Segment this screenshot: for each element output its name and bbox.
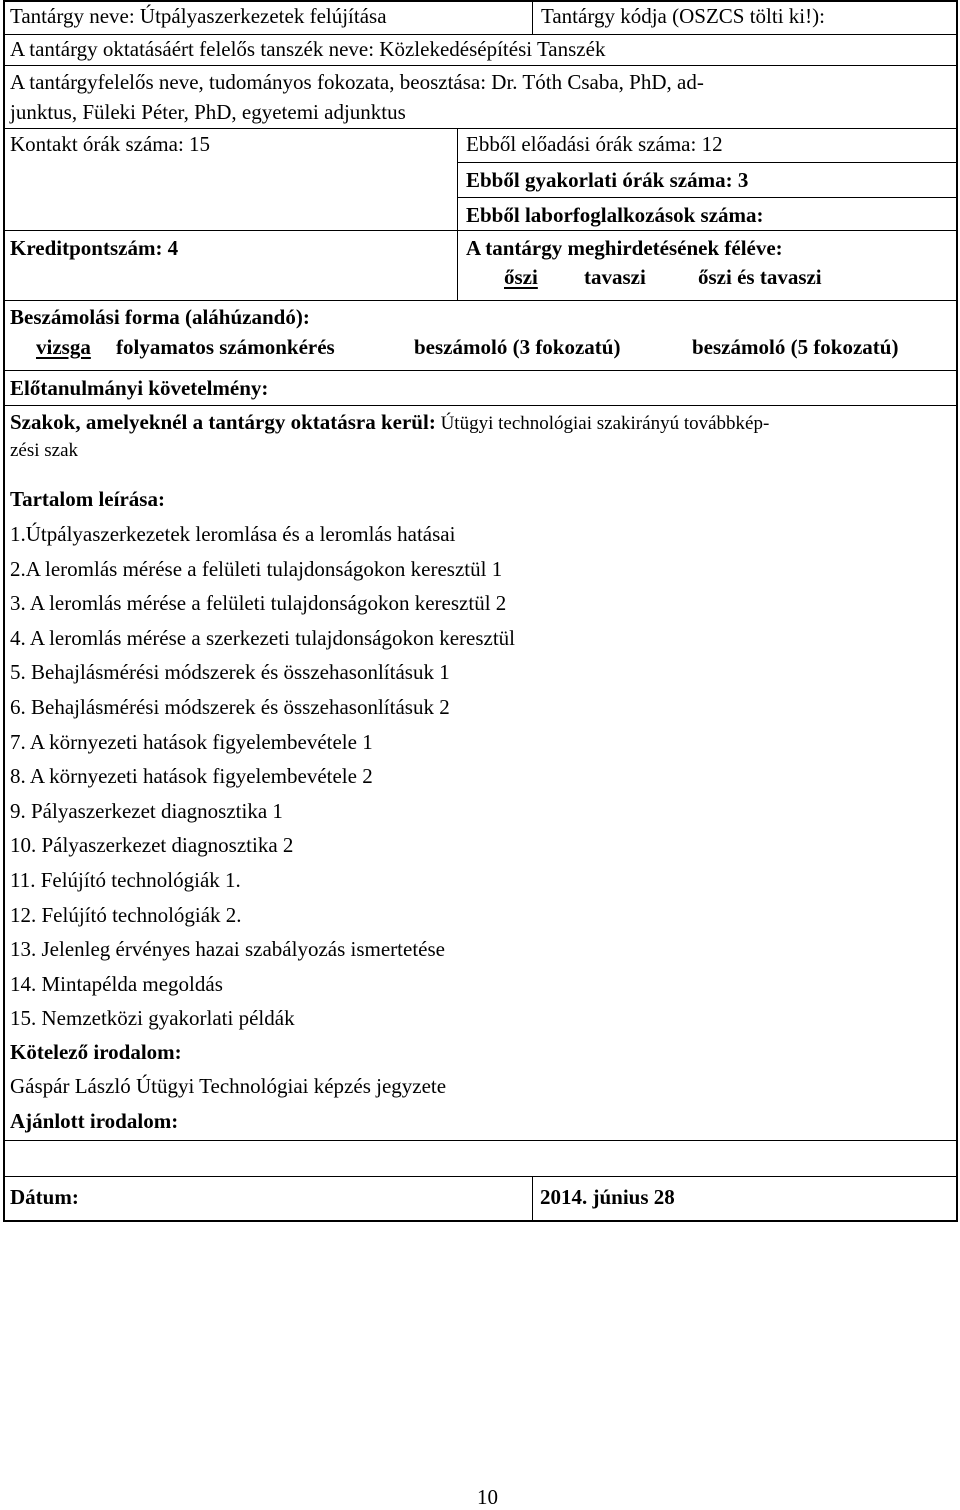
assessment-option-exam: vizsga [36,335,91,359]
row-divider [3,1176,958,1177]
content-list-item: 15. Nemzetközi gyakorlati példák [10,1006,295,1031]
row-divider [3,300,958,301]
practice-hours: Ebből gyakorlati órák száma: 3 [466,168,749,192]
content-list-item: 8. A környezeti hatások figyelembevétele 2 [10,764,373,789]
lab-hours: Ebből laborfoglalkozások száma: [466,203,764,227]
content-list-item: 7. A környezeti hatások figyelembevétele 1 [10,729,373,754]
table-border-left [3,0,5,1222]
content-list-item: 13. Jelenleg érvényes hazai szabályozás ismertetése [10,937,445,962]
content-list-item: 11. Felújító technológiák 1. [10,868,241,892]
table-border-right [956,0,958,1222]
date-label: Dátum: [10,1185,79,1209]
content-list-item: 2.A leromlás mérése a felületi tulajdonságokon keresztül 1 [10,556,503,581]
programs-line1 [10,410,769,436]
table-border-bottom [3,1220,958,1222]
semester-option-both: őszi és tavaszi [698,265,822,289]
semester-option-autumn: őszi [504,265,538,289]
content-list-item: 3. A leromlás mérése a felületi tulajdonságokon keresztül 2 [10,591,507,616]
recommended-literature-label: Ajánlott irodalom: [10,1109,179,1133]
page-number: 10 [477,1485,498,1509]
subject-code: Tantárgy kódja (OSZCS tölti ki!): [541,4,825,28]
subject-name: Tantárgy neve: Útpályaszerkezetek felújítása [10,4,387,28]
date-value: 2014. június 28 [540,1185,675,1209]
content-label: Tartalom leírása: [10,487,165,511]
content-list-item: 6. Behajlásmérési módszerek és összehasonlításuk 2 [10,695,450,719]
col-divider [532,1176,533,1222]
content-list-item: 14. Mintapélda megoldás [10,971,223,996]
programs-value: Útügyi technológiai szakirányú továbbkép- [435,413,770,434]
row-divider [457,162,957,163]
row-divider [457,197,957,198]
assessment-label: Beszámolási forma (aláhúzandó): [10,305,310,329]
department: A tantárgy oktatásáért felelős tanszék neve: Közlekedésépítési Tanszék [10,37,606,61]
row-divider [3,370,958,371]
programs-value-line2: zési szak [10,440,79,461]
row-divider [3,128,958,129]
row-divider [3,230,958,231]
content-list-item: 12. Felújító technológiák 2. [10,902,242,927]
responsible-person-line1: A tantárgyfelelős neve, tudományos fokozata, beosztása: Dr. Tóth Csaba, PhD, ad- [10,70,704,94]
prerequisites-label: Előtanulmányi követelmény: [10,376,269,400]
col-divider [532,0,533,35]
responsible-person-line2: junktus, Füleki Péter, PhD, egyetemi adjunktus [10,100,406,124]
content-list-item: 9. Pályaszerkezet diagnosztika 1 [10,798,283,823]
row-divider [3,1140,958,1141]
content-list-item: 10. Pályaszerkezet diagnosztika 2 [10,833,294,858]
credit-points: Kreditpontszám: 4 [10,236,179,260]
content-list-item: 4. A leromlás mérése a szerkezeti tulajdonságokon keresztül [10,625,515,650]
required-literature-label: Kötelező irodalom: [10,1040,182,1064]
semester-option-spring: tavaszi [584,265,646,289]
row-divider [3,34,958,35]
assessment-option-continuous: folyamatos számonkérés [116,335,335,359]
assessment-option-3grade: beszámoló (3 fokozatú) [414,335,621,359]
content-list-item: 1.Útpályaszerkezetek leromlása és a leromlás hatásai [10,522,456,546]
table-border-top [3,0,958,2]
semester-label: A tantárgy meghirdetésének féléve: [466,236,783,260]
contact-hours: Kontakt órák száma: 15 [10,132,211,156]
row-divider [3,405,958,406]
assessment-option-5grade: beszámoló (5 fokozatú) [692,335,899,359]
col-divider [457,128,458,300]
row-divider [3,65,958,66]
lecture-hours: Ebből előadási órák száma: 12 [466,132,723,156]
required-literature-value: Gáspár László Útügyi Technológiai képzés jegyzete [10,1074,447,1098]
programs-label: Szakok, amelyeknél a tantárgy oktatásra kerül: [10,410,436,434]
content-list-item: 5. Behajlásmérési módszerek és összehasonlításuk 1 [10,660,450,685]
